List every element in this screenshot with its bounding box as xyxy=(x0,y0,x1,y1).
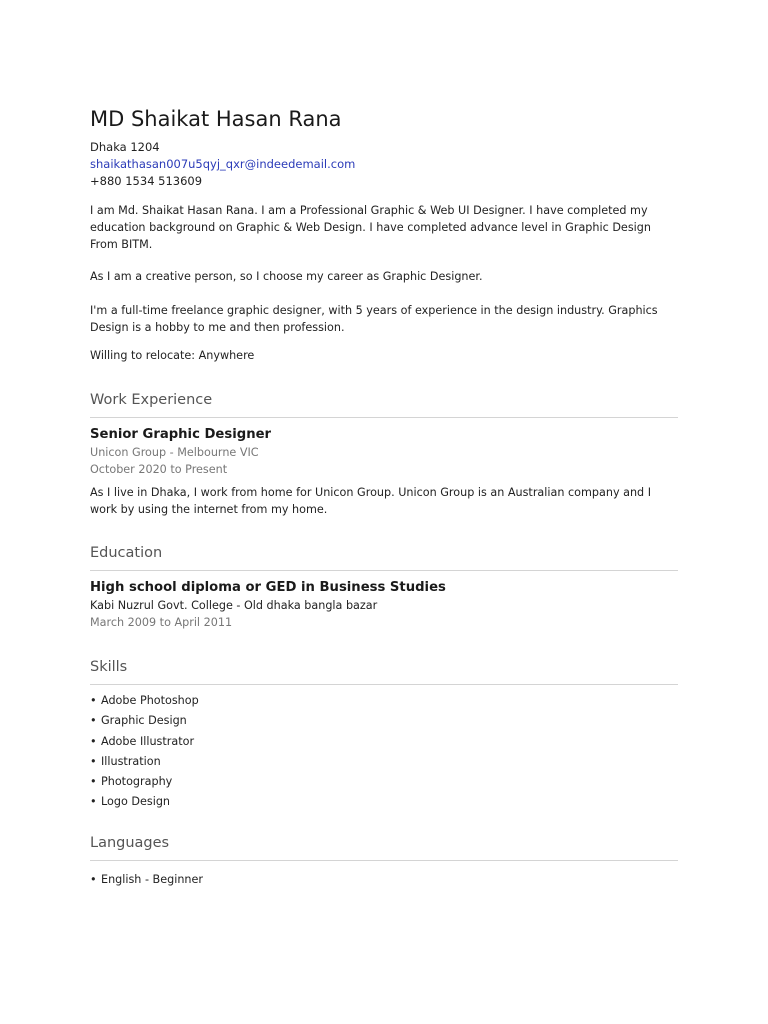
languages-heading: Languages xyxy=(90,835,170,851)
job-dates: October 2020 to Present xyxy=(90,463,228,476)
work-experience-heading: Work Experience xyxy=(90,392,213,408)
languages-list xyxy=(90,871,203,888)
relocate-text: Willing to relocate: Anywhere xyxy=(90,349,255,362)
phone-text: +880 1534 513609 xyxy=(90,174,203,188)
list-item: • Illustration xyxy=(90,754,161,768)
list-item: • Adobe Photoshop xyxy=(90,694,199,707)
bullet-icon: • xyxy=(90,694,97,707)
education-degree: High school diploma or GED in Business Studies xyxy=(90,580,446,595)
bullet-icon: • xyxy=(90,775,97,789)
job-company: Unicon Group - Melbourne VIC xyxy=(90,446,259,459)
location-text: Dhaka 1204 xyxy=(90,140,160,154)
skills-list xyxy=(90,692,199,814)
summary-paragraph-2: As I am a creative person, so I choose my career as Graphic Designer. xyxy=(90,270,483,283)
summary-paragraph-3: I'm a full-time freelance graphic designer, with 5 years of experience in the design industry. Graphics Design is a hobby to me and then profession. xyxy=(90,304,658,334)
section-divider xyxy=(90,417,678,418)
list-item: • Adobe Illustrator xyxy=(90,734,195,748)
bullet-icon: • xyxy=(90,734,97,748)
email-link[interactable]: shaikathasan007u5qyj_qxr@indeedemail.com xyxy=(90,157,356,171)
bullet-icon: • xyxy=(90,714,97,728)
education-heading: Education xyxy=(90,545,163,561)
summary-paragraph-1: I am Md. Shaikat Hasan Rana. I am a Professional Graphic & Web UI Designer. I have completed my education background on Graphic & Web Design. I have completed advance level in Graphic Design From BITM. xyxy=(90,204,651,251)
job-position: Senior Graphic Designer xyxy=(90,427,272,442)
list-item: • English - Beginner xyxy=(90,873,203,886)
section-divider xyxy=(90,860,678,861)
job-description: As I live in Dhaka, I work from home for Unicon Group. Unicon Group is an Australian company and I work by using the internet from my home. xyxy=(90,486,652,516)
bullet-icon: • xyxy=(90,754,97,768)
bullet-icon: • xyxy=(90,795,97,809)
candidate-name: MD Shaikat Hasan Rana xyxy=(90,107,342,131)
skills-heading: Skills xyxy=(90,659,128,675)
section-divider xyxy=(90,570,678,571)
education-school: Kabi Nuzrul Govt. College - Old dhaka bangla bazar xyxy=(90,599,378,612)
bullet-icon: • xyxy=(90,873,97,886)
education-dates: March 2009 to April 2011 xyxy=(90,616,233,629)
list-item: • Photography xyxy=(90,775,173,789)
list-item: • Logo Design xyxy=(90,795,171,809)
list-item: • Graphic Design xyxy=(90,714,187,728)
section-divider xyxy=(90,684,678,685)
